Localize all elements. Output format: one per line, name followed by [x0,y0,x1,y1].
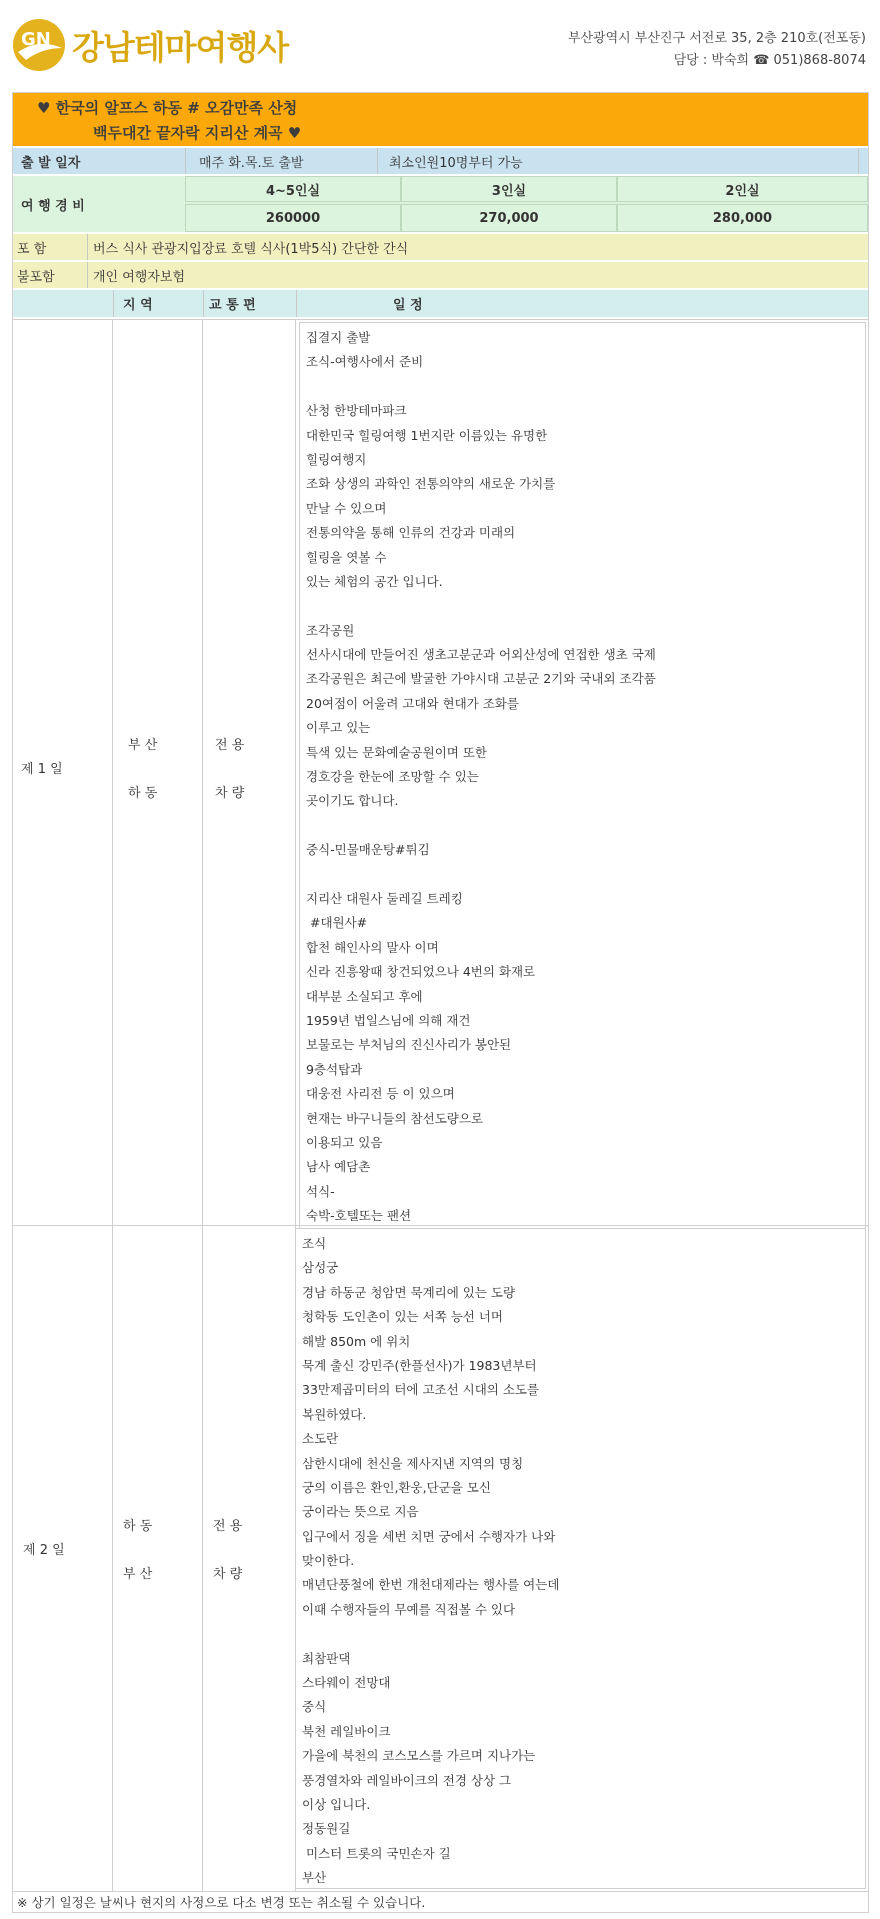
schedule-line: 집결지 출발 [306,330,371,345]
schedule-line: 이루고 있는 [306,720,371,736]
schedule-line: 지리산 대원사 둘레길 트레킹 [306,890,463,906]
schedule-line: 이때 수행자들의 무예를 직접볼 수 있다 [302,1601,516,1617]
day-2-label: 제 2 일 [23,1543,65,1558]
schedule-line: 석식- [306,1183,335,1199]
company-contact: 담당 : 박숙희 ☎ 051)868-8074 [673,53,866,68]
departure-label: 출 발 일자 [21,155,81,171]
day-2-row [13,1225,868,1891]
schedule-line: 숙박-호텔또는 팬션 [306,1208,412,1224]
schedule-line [306,814,865,838]
schedule-line: 맞이한다. [302,1553,355,1569]
schedule-line: 청학동 도인촌이 있는 서쪽 능선 너머 [302,1309,503,1325]
schedule-line: 소도란 [302,1431,339,1447]
schedule-line: 조각공원은 최근에 발굴한 가야시대 고분군 2기와 국내외 조각품 [306,671,656,687]
schedule-line [306,375,865,399]
day-1-row [13,319,868,1231]
col-region: 지 역 [123,298,153,313]
schedule-line: 1959년 법일스님에 의해 재건 [306,1012,471,1028]
schedule-line: 있는 체험의 공간 입니다. [306,573,443,589]
schedule-line: 현재는 바구니들의 참선도량으로 [306,1110,483,1126]
cost-price-2: 270,000 [401,204,617,232]
day-2-schedule [295,1228,866,1889]
company-address: 부산광역시 부산진구 서전로 35, 2층 210호(전포동) [567,31,866,46]
schedule-line: 곳이기도 합니다. [306,793,399,809]
schedule-line: 매년단풍철에 한번 개천대제라는 행사를 여는데 [302,1577,560,1593]
schedule-line: 중식 [302,1699,327,1715]
day-1-region-2: 하 동 [128,786,158,801]
schedule-line: 스타웨이 전망대 [302,1675,391,1691]
schedule-line: 조화 상생의 과학인 전통의약의 새로운 가치를 [306,476,556,492]
schedule-line: 해발 850m 에 위치 [302,1333,411,1349]
tour-banner [13,93,868,146]
schedule-line: 대한민국 힐링여행 1번지란 이름있는 유명한 [306,427,548,443]
departure-schedule: 매주 화.목.토 출발 [199,155,304,171]
cost-price-1: 260000 [185,204,401,232]
cost-room-3: 2인실 [617,176,868,202]
included-label: 포 함 [17,241,47,257]
schedule-line: 최참판댁 [302,1650,351,1666]
departure-row [13,148,868,174]
cost-label: 여 행 경 비 [21,198,85,214]
schedule-line: #대원사# [306,915,368,931]
company-logo[interactable] [12,18,288,72]
schedule-line: 남사 예담촌 [306,1159,371,1175]
schedule-line: 산청 한방테마파크 [306,403,407,419]
schedule-line: 중식-민물매운탕#튀김 [306,842,430,858]
excluded-row [13,262,868,288]
column-header-row [13,290,868,317]
day-1-schedule [299,322,866,1229]
col-schedule: 일 정 [393,298,423,313]
excluded-value: 개인 여행자보험 [93,269,186,285]
schedule-line: 만날 수 있으며 [306,500,387,516]
schedule-line: 조각공원 [306,622,355,638]
company-name: 강남테마여행사 [72,27,289,67]
tour-table [12,92,869,1913]
schedule-line: 신라 진흥왕때 창건되었으나 4번의 화재로 [306,964,536,980]
notice-text: ※ 상기 일정은 날씨나 현지의 사정으로 다소 변경 또는 취소될 수 있습니다. [13,1891,868,1913]
schedule-line [306,863,865,887]
schedule-line: 힐링여행지 [306,451,367,467]
included-row [13,234,868,260]
day-2-region-1: 하 동 [123,1519,153,1534]
day-2-region-2: 부 산 [123,1567,153,1582]
departure-min-people: 최소인원10명부터 가능 [389,155,523,171]
schedule-line: 33만제곱미터의 터에 고조선 시대의 소도를 [302,1382,540,1398]
cost-price-3: 280,000 [617,204,868,232]
cost-room-2: 3인실 [401,176,617,202]
schedule-line [302,1622,865,1646]
schedule-line: 풍경열차와 레일바이크의 전경 상상 그 [302,1772,512,1788]
schedule-line: 대부분 소실되고 후에 [306,988,423,1004]
schedule-line: 북천 레일바이크 [302,1723,391,1739]
svg-text:GN: GN [21,29,51,50]
col-transport: 교 통 편 [209,298,256,313]
schedule-line: 이용되고 있음 [306,1134,383,1150]
cost-room-1: 4~5인실 [185,176,401,202]
schedule-line: 삼한시대에 천신을 제사지낸 지역의 명칭 [302,1455,524,1471]
schedule-line: 선사시대에 만들어진 생초고분군과 어외산성에 연접한 생초 국제 [306,647,656,663]
page-header [0,0,880,92]
schedule-line: 힐링을 엿볼 수 [306,549,387,565]
schedule-line: 궁이라는 뜻으로 지음 [302,1504,419,1520]
schedule-line: 입구에서 징을 세번 치면 궁에서 수행자가 나와 [302,1528,556,1544]
cost-row [13,176,868,232]
contact-info [568,28,866,72]
day-1-transport-1: 전 용 [215,738,245,753]
schedule-line: 보물로는 부처님의 진신사리가 봉안된 [306,1037,512,1053]
schedule-line: 합천 해인사의 말사 이며 [306,939,439,955]
banner-line-1: ♥ 한국의 알프스 하동 # 오감만족 산청 [37,99,298,117]
schedule-line: 궁의 이름은 환인,환웅,단군을 모신 [302,1479,491,1495]
schedule-line [306,594,865,618]
schedule-line: 대웅전 사리전 등 이 있으며 [306,1086,455,1102]
banner-line-2: 백두대간 끝자락 지리산 계곡 ♥ [93,124,302,142]
day-2-transport-1: 전 용 [213,1519,243,1534]
schedule-line: 조식-여행사에서 준비 [306,354,424,370]
schedule-line: 삼성궁 [302,1260,339,1276]
schedule-line: 정동원길 [302,1821,351,1837]
schedule-line: 전통의약을 통해 인류의 건강과 미래의 [306,525,516,541]
schedule-line: 가을에 북천의 코스모스를 가르며 지나가는 [302,1748,536,1764]
day-1-region-1: 부 산 [128,738,158,753]
schedule-line: 20여점이 어울려 고대와 현대가 조화를 [306,695,519,711]
schedule-line: 부산 [302,1870,327,1886]
day-1-transport-2: 차 량 [215,786,245,801]
schedule-line: 특색 있는 문화예술공원이며 또한 [306,744,487,760]
day-2-transport-2: 차 량 [213,1567,243,1582]
excluded-label: 불포함 [17,269,55,285]
schedule-line: 복원하였다. [302,1406,367,1422]
schedule-line: 미스터 트롯의 국민손자 길 [302,1845,451,1861]
schedule-line: 경남 하동군 청암면 묵계리에 있는 도량 [302,1284,516,1300]
schedule-line: 묵계 출신 강민주(한플선사)가 1983년부터 [302,1357,537,1373]
schedule-line: 9층석탑과 [306,1061,363,1077]
schedule-line: 이상 입니다. [302,1796,371,1812]
schedule-line: 조식 [302,1236,327,1251]
day-1-label: 제 1 일 [21,762,63,777]
logo-icon [12,18,66,72]
included-value: 버스 식사 관광지입장료 호텔 식사(1박5식) 간단한 간식 [93,241,409,257]
schedule-line: 경호강을 한눈에 조망할 수 있는 [306,769,479,785]
